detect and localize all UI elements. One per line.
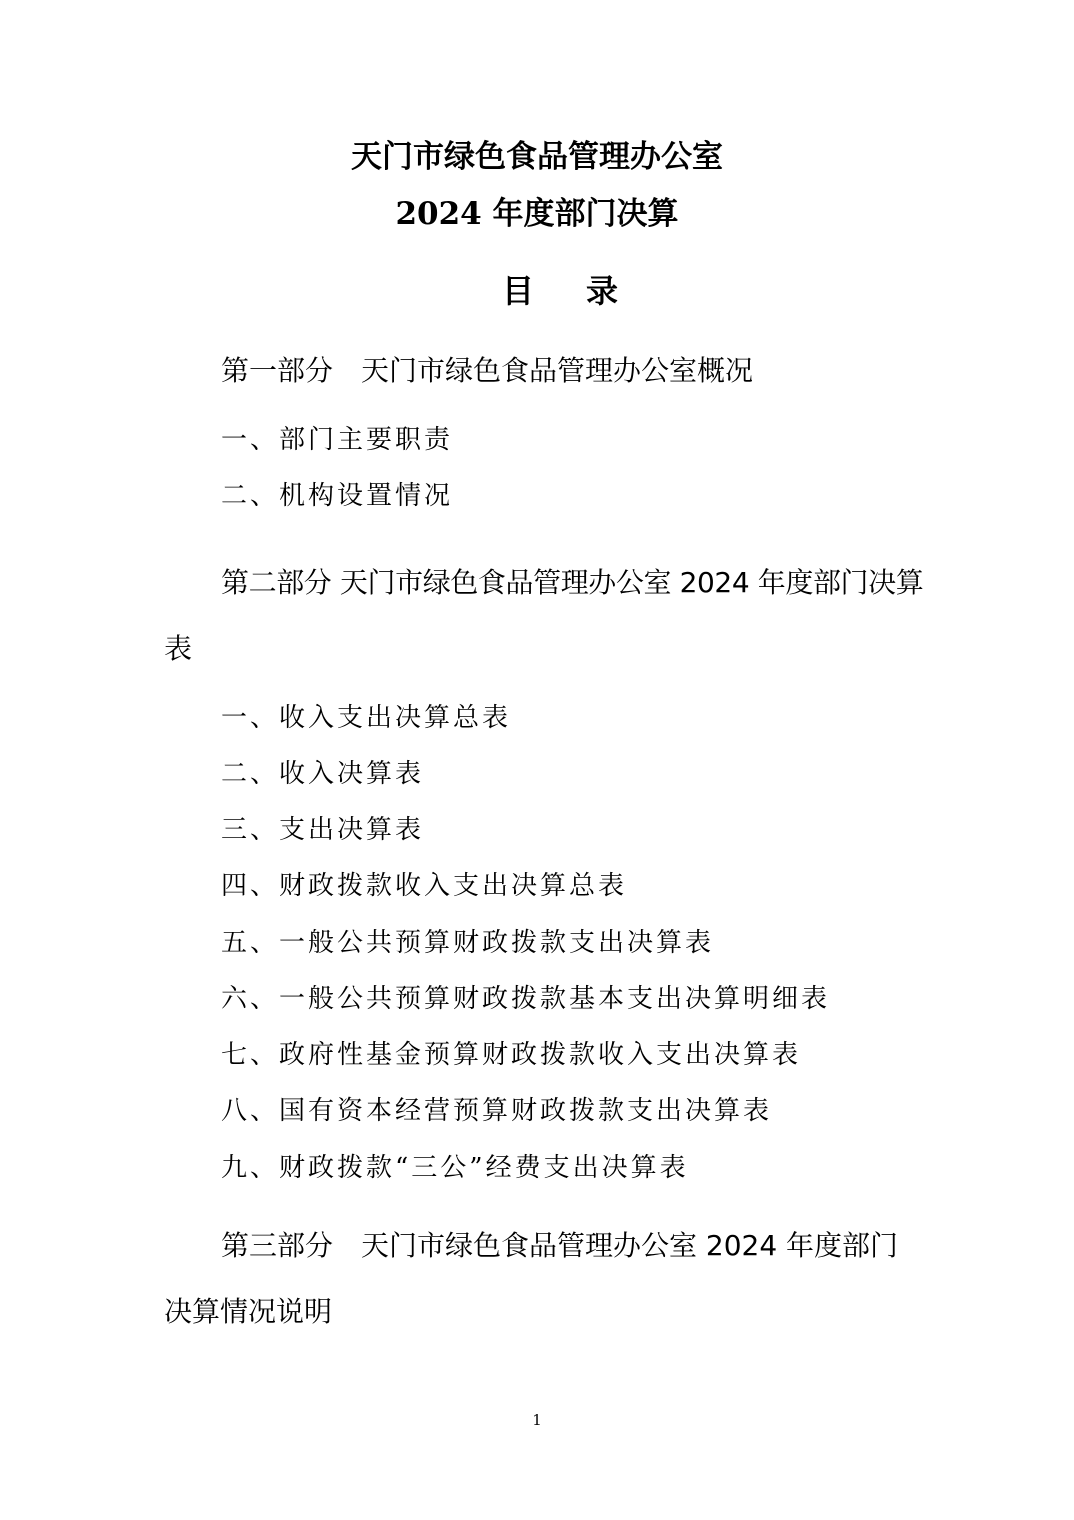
document-title-line1: 天门市绿色食品管理办公室	[351, 139, 723, 175]
part2-item-6: 六、一般公共预算财政拨款基本支出决算明细表	[221, 984, 831, 1014]
part1-item-2: 二、机构设置情况	[221, 481, 454, 511]
document-title-line2: 2024 年度部门决算	[395, 196, 679, 232]
part2-heading: 第二部分 天门市绿色食品管理办公室 2024 年度部门决算表	[164, 566, 924, 665]
part3-heading: 第三部分 天门市绿色食品管理办公室 2024 年度部门决算情况说明	[164, 1229, 899, 1328]
toc-heading: 目录	[502, 272, 671, 310]
part2-item-7: 七、政府性基金预算财政拨款收入支出决算表	[221, 1040, 802, 1070]
page-number: 1	[532, 1411, 542, 1429]
part1-heading: 第一部分 天门市绿色食品管理办公室概况	[221, 354, 754, 387]
part2-item-8: 八、国有资本经营预算财政拨款支出决算表	[221, 1096, 773, 1126]
part2-item-1: 一、收入支出决算总表	[221, 703, 512, 733]
part2-item-3: 三、支出决算表	[221, 815, 425, 845]
part2-item-9: 九、财政拨款“三公”经费支出决算表	[221, 1153, 689, 1183]
part1-item-1: 一、部门主要职责	[221, 425, 454, 455]
part2-item-5: 五、一般公共预算财政拨款支出决算表	[221, 928, 715, 958]
part2-item-4: 四、财政拨款收入支出决算总表	[221, 871, 628, 901]
part2-item-2: 二、收入决算表	[221, 759, 425, 789]
